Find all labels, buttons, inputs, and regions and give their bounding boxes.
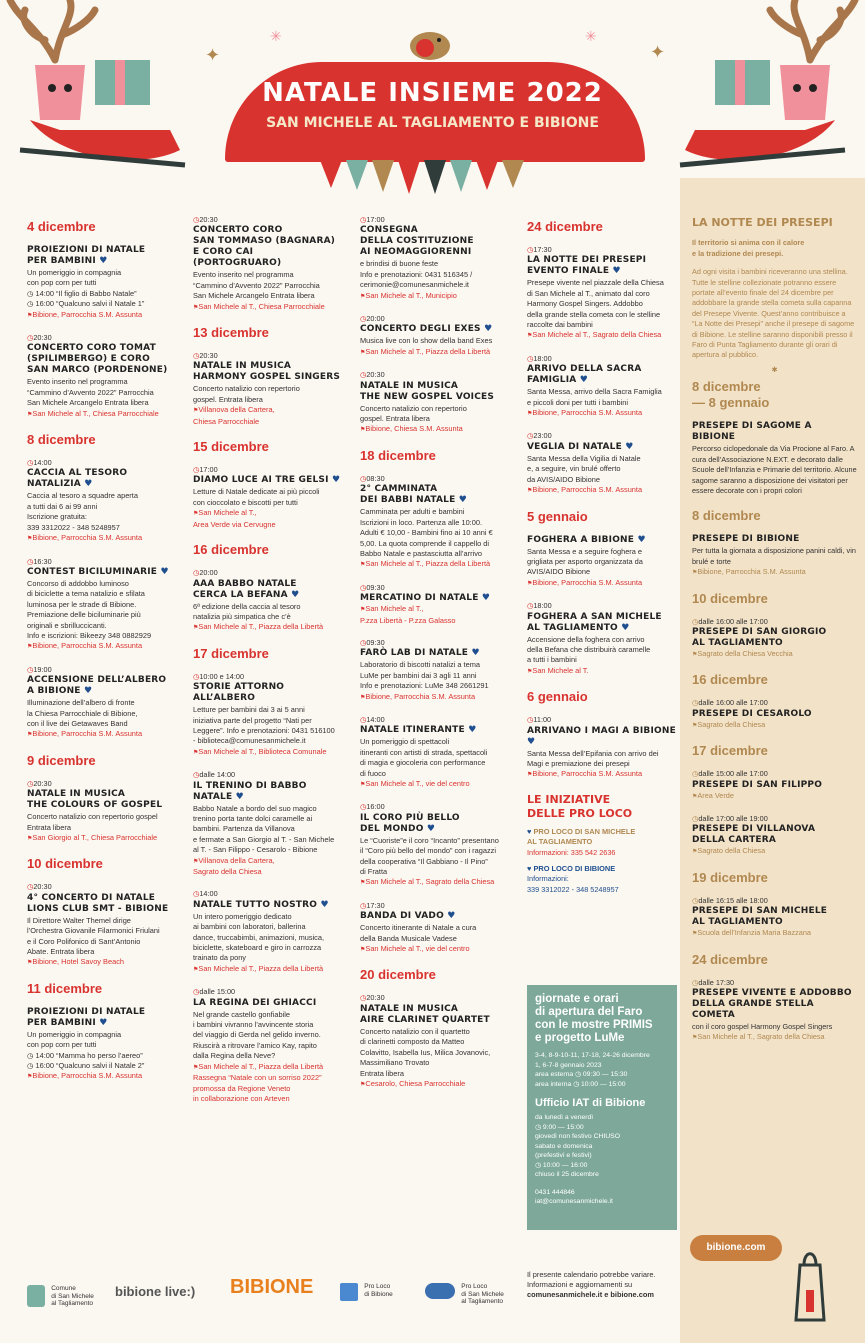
column-dicembre-gennaio [527,215,677,901]
heart-icon: ♥ [426,823,436,834]
event-item [360,802,515,888]
heart-icon: ♥ [160,566,169,577]
event-item [27,779,177,845]
presepi-sidebar-intro: Il territorio si anima con il calore e la tradizione dei presepi. [692,238,805,258]
event-item [360,715,515,790]
event-description: Letture per bambini dai 3 ai 5 anni iniziativa parte del progetto “Nati per Leggere”. Info e prenotazioni: 0431 516100 - biblioteca@comunesanmichele.it [193,705,335,746]
event-description: Concerto natalizio con repertorio gospel Entrata libera [27,812,158,832]
date-heading: 10 dicembre [27,856,103,872]
event-description: Santa Messa della Vigilia di Natale e, a seguire, vin brulé offerto da AVIS/AIDO Bibione [527,453,641,484]
iat-office-contact: 0431 444846 iat@comunesanmichele.it [535,1188,613,1205]
event-item [27,665,177,741]
date-heading: 16 dicembre [692,672,768,688]
event-title: LA REGINA DEI GHIACCI [193,997,317,1008]
column-dicembre-1 [27,215,177,1095]
event-title: CACCIA AL TESORO NATALIZIA ♥ [27,468,128,490]
date-heading: 8 dicembre [27,432,96,448]
event-time: ◷ 14:00 [360,715,515,725]
pro-loco-bibione: ♥ PRO LOCO DI BIBIONE [527,864,616,873]
event-title: CONCERTO CORO SAN TOMMASO (BAGNARA) E CORO CAI (PORTOGRUARO) [193,225,336,269]
heart-icon: ♥ [320,899,329,910]
date-heading: 4 dicembre [27,219,96,234]
event-description: Un pomeriggio di spettacoli itineranti con artisti di strada, spettacoli di magia e giocoleria con performance di fuoco [360,737,488,778]
date-heading: 8 dicembre [692,508,761,524]
event-location: ⚑ Bibione, Parrocchia S.M. Assunta [27,533,177,544]
event-title: PROIEZIONI DI NATALE PER BAMBINI ♥ [27,245,146,266]
coat-of-arms-icon [27,1285,45,1307]
event-time: ◷ dalle 16:00 alle 17:00 [692,698,857,708]
event-location: ⚑ Bibione, Parrocchia S.M. Assunta [692,567,857,578]
event-item [527,715,677,781]
page-title: NATALE INSIEME 2022 [262,78,603,108]
date-heading: 24 dicembre [692,951,768,967]
event-time: ◷ 23:00 [527,431,677,441]
event-description: Accensione della foghera con arrivo della Befana che distribuirà caramelle a tutti i bambini [527,634,651,665]
logo-bibione-live: bibione live:) [115,1284,196,1299]
event-item [692,698,857,731]
event-location: ⚑ San Michele al T., Sagrato della Chiesa [360,877,515,888]
heart-icon: ♥ [527,864,532,873]
presepi-sidebar [680,178,865,1343]
event-item [193,351,343,427]
event-title: FARÒ LAB DI NATALE ♥ [360,648,480,659]
event-location: ⚑ San Michele al T., Piazza della Libertà [193,964,343,975]
event-time: ◷ 11:00 [527,715,677,725]
event-description: Laboratorio di biscotti natalizi a tema LuMe per bambini dai 3 agli 11 anni Info e prenotazioni: LuMe 348 2661291 [360,660,489,691]
date-heading: 5 gennaio [527,508,588,524]
date-heading: 19 dicembre [692,869,768,885]
date-heading: 11 dicembre [27,980,103,996]
event-description: Concorso di addobbo luminoso di biciclette a tema natalizio e sfilata luminosa per le strade di Bibione. Premiazione delle biciluminarie più originali e sbrilluccicanti. Info e iscrizioni: Bikeezy 348 0882929 [27,578,152,640]
event-location: ⚑ Bibione, Parrocchia S.M. Assunta [27,310,177,321]
event-title: CONCERTO CORO TOMAT (SPILIMBERGO) E CORO SAN MARCO (PORDENONE) [27,343,168,376]
event-item [360,370,515,436]
heart-icon: ♥ [527,736,536,747]
event-location: ⚑ Bibione, Parrocchia S.M. Assunta [527,578,677,589]
event-location: ⚑ Sagrato della Chiesa [692,720,857,731]
event-time: ◷ 16:30 [27,557,177,567]
presepi-sidebar-title: LA NOTTE DEI PRESEPI [692,216,833,229]
event-title: CONTEST BICILUMINARIE ♥ [27,566,169,577]
date-heading: 18 dicembre [360,447,436,463]
event-item [527,245,677,342]
pro-loco-section [527,793,677,895]
date-heading: 15 dicembre [193,439,269,455]
bunting-flags [320,160,550,200]
robin-bird-illustration [405,22,455,62]
event-description: e brindisi di buone feste Info e prenotazioni: 0431 516345 / cerimonie@comunesanmichele.it [360,259,473,290]
event-description: Illuminazione dell’albero di fronte la Chiesa Parrocchiale di Bibione, con il live dei Getawaves Band [27,698,138,728]
faro-info-box [527,985,677,1230]
event-description: Caccia al tesoro a squadre aperta a tutti dai 6 ai 99 anni Iscrizione gratuita: 339 3312022 - 348 5248957 [27,491,138,532]
event-time: ◷ dalle 17:30 [692,978,857,988]
event-location: ⚑ San Michele al T., Biblioteca Comunale [193,747,343,758]
event-title: NATALE ITINERANTE ♥ [360,725,477,736]
event-description: Concerto natalizio con il quartetto di clarinetti composto da Matteo Colavitto, Isabella Ius, Milica Jovanovic, Massimiliano Trovato Entrata libera [360,1026,491,1078]
event-time: ◷ 18:00 [527,354,677,364]
event-title: NATALE IN MUSICA AIRE CLARINET QUARTET [360,1003,490,1025]
event-description: Evento inserito nel programma “Cammino d’Avvento 2022” Parrocchia San Michele Arcangelo Entrata libera [27,377,154,408]
event-description: Presepe vivente nel piazzale della Chiesa di San Michele al T., animato dal coro Harmony Gospel Singers. Addobbo della grande stella cometa con le stelline raccolte dai bambini [527,278,664,330]
pro-loco-bibione-info: Informazioni: 339 3312022 - 348 5248957 [527,874,619,894]
event-title: PRESEPE DI SAN GIORGIO AL TAGLIAMENTO [692,626,827,648]
event-item [360,993,515,1090]
event-description: Un pomeriggio in compagnia con pop corn per tutti ◷ 14:00 “Mamma ho perso l’aereo” ◷ 16:00 “Qualcuno salvi il Natale 2” [27,1029,145,1071]
event-title: PRESEPE DI BIBIONE [692,534,800,545]
presepi-sidebar-content [692,218,857,1056]
event-time: ◷ 20:30 [360,993,515,1003]
heart-icon: ♥ [235,791,244,802]
event-location: ⚑ Bibione, Parrocchia S.M. Assunta [27,729,177,740]
heart-icon: ♥ [471,648,480,659]
date-heading: 10 dicembre [692,590,768,606]
event-item [193,987,343,1104]
event-location: ⚑ Villanova della Cartera, Chiesa Parrocchiale [193,405,343,427]
event-item [193,770,343,877]
event-item [193,889,343,975]
event-location: ⚑ Bibione, Parrocchia S.M. Assunta [360,692,515,703]
event-location: ⚑ Sagrato della Chiesa [692,846,857,857]
event-title: PRESEPE DI CESAROLO [692,708,812,719]
iat-office-hours: da lunedì a venerdì ◷ 9:00 — 15:00 giovedì non festivo CHIUSO sabato e domenica (prefestivi e festivi) ◷ 10:00 — 16:00 chiuso il 25 dicembre [535,1114,621,1178]
event-item [360,638,515,703]
event-description: Evento inserito nel programma “Cammino d’Avvento 2022” Parrocchia San Michele Arcangelo Entrata libera [193,270,320,301]
event-time: ◷ 20:30 [27,333,177,343]
event-title: NATALE IN MUSICA THE COLOURS OF GOSPEL [27,789,163,811]
event-description: 6ª edizione della caccia al tesoro natalizia più simpatica che c’è [193,601,301,621]
event-item [27,245,177,321]
event-location: ⚑ San Michele al T., P.zza Libertà - P.zza Galasso [360,604,515,626]
event-location: ⚑ Sagrato della Chiesa Vecchia [692,649,857,660]
event-description: Letture di Natale dedicate ai più piccoli con cioccolato e biscotti per tutti [193,487,320,507]
event-title: NATALE TUTTO NOSTRO ♥ [193,899,329,910]
snowflake-icon: ✳ [585,28,597,44]
event-item [193,465,343,530]
page-subtitle: SAN MICHELE AL TAGLIAMENTO E BIBIONE [266,115,599,131]
event-time: ◷ 14:00 [193,889,343,899]
event-time: ◷ dalle 14:00 [193,770,343,780]
event-title: NATALE IN MUSICA HARMONY GOSPEL SINGERS [193,361,341,383]
heart-icon: ♥ [579,375,589,386]
event-description: Concerto itinerante di Natale a cura della Banda Musicale Vadese [360,923,477,943]
event-item [527,354,677,420]
event-description: Camminata per adulti e bambini Iscrizioni in loco. Partenza alle 10:00. Adulti € 10,00 - Bambini fino ai 10 anni € 5,00. La quota comprende il cappello di Babbo Natale e pastasciutta all’arrivo [360,507,493,558]
event-title: PRESEPE DI SAN FILIPPO [692,779,823,790]
event-location: ⚑ Bibione, Parrocchia S.M. Assunta [527,769,677,780]
event-time: ◷ 20:30 [27,779,177,789]
event-item [692,534,857,578]
event-description: Concerto natalizio con repertorio gospel. Entrata libera [193,384,300,404]
event-location: ⚑ Bibione, Parrocchia S.M. Assunta [27,641,177,652]
event-title: CONSEGNA DELLA COSTITUZIONE AI NEOMAGGIORENNI [360,225,474,258]
event-description: Santa Messa dell’Epifania con arrivo dei Magi e premiazione dei presepi [527,748,659,768]
event-title: PRESEPE DI SAGOME A BIBIONE [692,421,812,443]
event-time: ◷ 18:00 [527,601,677,611]
event-location: ⚑ Bibione, Parrocchia S.M. Assunta [527,485,677,496]
event-title: ACCENSIONE DELL’ALBERO A BIBIONE ♥ [27,675,167,697]
event-item [193,672,343,758]
event-description: Santa Messa, arrivo della Sacra Famiglia e piccoli doni per tutti i bambini [527,387,662,407]
date-heading: 6 gennaio [527,689,588,705]
event-time: ◷ 17:30 [527,245,677,255]
star-icon: ✱ [771,364,778,374]
star-decoration-icon: ✦ [650,42,666,62]
faro-opening-title: giornate e orari di apertura del Faro con le mostre PRIMIS e progetto LuMe [535,993,653,1044]
column-dicembre-3 [360,215,515,1102]
heart-icon: ♥ [84,479,93,490]
event-title: FOGHERA A SAN MICHELE AL TAGLIAMENTO ♥ [527,611,662,633]
pro-loco-san-michele-info: Informazioni: 335 542 2636 [527,847,616,857]
heart-icon: ♥ [331,475,341,486]
event-item [527,601,677,677]
event-location: ⚑ San Michele al T., vie del centro [360,944,515,955]
event-item [692,617,857,661]
lantern-illustration [790,1250,830,1325]
event-title: 4° CONCERTO DI NATALE LIONS CLUB SMT - BIBIONE [27,892,169,914]
event-title: LA NOTTE DEI PRESEPI EVENTO FINALE ♥ [527,255,647,277]
pro-loco-bibione-icon [340,1283,358,1301]
heart-icon: ♥ [625,441,634,452]
event-location: ⚑ Villanova della Cartera, Sagrato della Chiesa [193,856,343,878]
event-description: Le “Cuoriste”e il coro “Incanto” presentano il “Coro più bello del mondo” con i ragazzi della cooperativa “Il Gabbiano - Il Pino” di Fratta [360,835,499,877]
heart-icon: ♥ [637,534,646,545]
event-time: ◷ 17:00 [360,215,515,225]
date-heading: 9 dicembre [27,752,96,768]
event-item [360,215,515,302]
event-title: NATALE IN MUSICA THE NEW GOSPEL VOICES [360,380,495,402]
event-time: ◷ 17:30 [360,901,515,911]
heart-icon: ♥ [612,266,621,277]
event-location: ⚑ San Michele al T. [527,666,677,677]
heart-icon: ♥ [621,622,630,633]
heart-icon: ♥ [458,495,468,506]
event-location: ⚑ San Michele al T., Piazza della Libertà [360,559,515,570]
event-location: ⚑ San Michele al T., Chiesa Parrocchiale [193,302,343,313]
header [0,0,865,205]
event-title: ARRIVANO I MAGI A BIBIONE ♥ [527,725,676,747]
event-description: Il Direttore Walter Themel dirige l’Orchestra Giovanile Filarmonici Friulani e il Coro Polifonico di Sant’Antonio Abate. Entrata libera [27,915,160,957]
event-description: Concerto natalizio con repertorio gospel. Entrata libera [360,403,467,424]
event-description: Nel grande castello gonfiabile i bambini vivranno l’avvincente storia del viaggio di Gerda nel gelido inverno. Riuscirà a ritrovare l’amico Kay, rapito dalla Regina della Neve? [193,1009,321,1061]
event-time: ◷ 10:00 e 14:00 [193,672,343,682]
event-item [527,535,677,590]
event-description: con il coro gospel Harmony Gospel Singers [692,1022,833,1031]
event-time: ◷ dalle 15:00 [193,987,343,997]
date-heading: 8 dicembre — 8 gennaio [692,379,770,411]
heart-icon: ♥ [83,686,93,697]
event-title: MERCATINO DI NATALE ♥ [360,593,491,604]
heart-icon: ♥ [291,589,300,600]
event-title: PRESEPE DI VILLANOVA DELLA CARTERA [692,824,816,846]
event-item [692,978,857,1044]
event-item [27,458,177,544]
event-title: PROIEZIONI DI NATALE PER BAMBINI ♥ [27,1006,146,1028]
snowflake-icon: ✳ [270,28,282,44]
event-time: ◷ dalle 17:00 alle 19:00 [692,814,857,824]
bibione-site-link[interactable]: bibione.com [690,1235,782,1261]
event-item [360,901,515,956]
event-item [692,769,857,802]
event-item [27,333,177,420]
iat-office-title: Ufficio IAT di Bibione [535,1097,646,1109]
event-time: ◷ 14:00 [27,458,177,468]
event-location: ⚑ Bibione, Hotel Savoy Beach [27,957,177,968]
event-item [527,431,677,496]
event-location: ⚑ San Michele al T., Piazza della Libertà [193,622,343,633]
event-location: ⚑ San Michele al T., Sagrato della Chiesa [692,1032,857,1043]
date-heading: 20 dicembre [360,967,436,983]
heart-icon: ♥ [484,324,493,335]
event-item [360,474,515,571]
event-time: ◷ 20:00 [193,568,343,578]
event-location: ⚑ Bibione, Parrocchia S.M. Assunta [27,1071,177,1082]
pro-loco-heading: LE INIZIATIVE DELLE PRO LOCO [527,792,633,820]
event-location: ⚑ Bibione, Parrocchia S.M. Assunta [527,408,677,419]
event-location: ⚑ Bibione, Chiesa S.M. Assunta [360,424,515,435]
event-location: ⚑ San Michele al T., Sagrato della Chiesa [527,330,677,341]
event-location: ⚑ San Giorgio al T., Chiesa Parrocchiale [27,833,177,844]
heart-icon: ♥ [468,725,477,736]
column-dicembre-2 [193,215,343,1116]
event-item [193,215,343,313]
event-time: ◷ 17:00 [193,465,343,475]
event-item [360,583,515,626]
event-title: ARRIVO DELLA SACRA FAMIGLIA ♥ [527,364,642,386]
event-title: BANDA DI VADO ♥ [360,911,456,922]
event-time: ◷ dalle 16:00 alle 17:00 [692,617,857,627]
date-heading: 16 dicembre [193,542,269,558]
event-title: AAA BABBO NATALE CERCA LA BEFANA ♥ [193,578,300,600]
event-time: ◷ 16:00 [360,802,515,812]
event-title: IL TRENINO DI BABBO NATALE ♥ [193,780,307,802]
event-title: STORIE ATTORNO ALL’ALBERO [193,682,285,704]
event-item [692,814,857,858]
star-decoration-icon: ✦ [205,45,221,65]
event-description: Per tutta la giornata a disposizione panini caldi, vin brulé e torte [692,546,856,566]
event-time: ◷ dalle 16:15 alle 18:00 [692,896,857,906]
logo-bibione: BIBIONE [230,1276,314,1298]
pro-loco-san-michele-icon [425,1283,455,1299]
event-time: ◷ 20:30 [193,215,343,225]
event-title: VEGLIA DI NATALE ♥ [527,441,634,452]
date-heading: 17 dicembre [692,743,768,759]
event-description: Un pomeriggio in compagnia con pop corn per tutti ◷ 14:00 “Il figlio di Babbo Natale” ◷ 16:00 “Qualcuno salvi il Natale 1” [27,268,145,309]
event-item [360,314,515,358]
heart-icon: ♥ [99,1017,108,1028]
logo-pro-loco-bibione: Pro Loco di Bibione [340,1283,393,1301]
faro-opening-dates: 3-4, 8-9-10-11, 17-18, 24-26 dicembre 1, 6-7-8 gennaio 2023 area esterna ◷ 09:30 — 15:30 area interna ◷ 10:00 — 15:00 [535,1052,650,1088]
event-item [692,896,857,940]
event-item [692,421,857,496]
date-heading: 13 dicembre [193,325,269,341]
event-time: ◷ 09:30 [360,583,515,593]
logo-pro-loco-san-michele: Pro Loco di San Michele al Tagliamento [425,1283,504,1306]
event-title: PRESEPE DI SAN MICHELE AL TAGLIAMENTO [692,906,828,928]
event-location: ⚑ San Michele al T., Municipio [360,291,515,302]
event-description: Babbo Natale a bordo del suo magico trenino porta tante dolci caramelle ai bambini. Partenza da Villanova e fermate a San Giorgio al T. - San Michele al T. - San Filippo - Cesarolo - Bibione [193,803,335,855]
event-time: ◷ 20:30 [27,882,177,892]
event-title: CONCERTO DEGLI EXES ♥ [360,324,493,335]
date-heading: 24 dicembre [527,219,603,234]
event-time: ◷ 20:30 [360,370,515,380]
heart-icon: ♥ [481,593,491,604]
title-banner [225,62,645,162]
event-title: DIAMO LUCE AI TRE GELSI ♥ [193,475,341,486]
date-heading: 17 dicembre [193,645,269,661]
presepi-schedule [692,379,857,1044]
event-location: ⚑ San Michele al T., Area Verde via Cervugne [193,508,343,530]
pro-loco-san-michele: ♥ PRO LOCO DI SAN MICHELE AL TAGLIAMENTO [527,826,636,847]
event-time: ◷ 19:00 [27,665,177,675]
event-time: ◷ dalle 15:00 alle 17:00 [692,769,857,779]
event-time: ◷ 09:30 [360,638,515,648]
event-location: ⚑ Area Verde [692,791,857,802]
event-item [27,557,177,653]
event-description: Un intero pomeriggio dedicato ai bambini con laboratori, ballerina dance, truccabimbi, animazioni, musica, biciclette, skateboard e giro in carrozza trainato da pony [193,911,325,963]
event-description: Percorso ciclopedonale da Via Procione al Faro. A cura dell’Associazione N.EXT. e decorato dalle Scuole dell’Infanzia e Primarie del territorio. Alcune sagome saranno a disposizione dei visitatori per essere decorate con i propri colori [692,444,857,495]
event-time: ◷ 08:30 [360,474,515,484]
event-location: ⚑ San Michele al T., Chiesa Parrocchiale [27,409,177,420]
event-item [27,1007,177,1083]
logo-comune-san-michele: Comune di San Michele al Tagliamento [27,1285,94,1308]
event-time: ◷ 20:00 [360,314,515,324]
footer-disclaimer: Il presente calendario potrebbe variare. Informazioni e aggiornamenti su comunesanmichele.it e bibione.com [527,1270,656,1299]
event-item [193,568,343,634]
heart-icon: ♥ [99,256,108,266]
event-title: IL CORO PIÙ BELLO DEL MONDO ♥ [360,812,460,834]
heart-icon: ♥ [447,911,456,922]
event-location: ⚑ Scuola dell’Infanzia Maria Bazzana [692,928,857,939]
presepi-sidebar-text: Ad ogni visita i bambini riceveranno una stellina. Tutte le stelline collezionate potranno essere portate all’evento finale del 24 dicembre per addobbare la grande stella cometa sulla capanna del Presepe Vivente. Quest’anno contribuisce a “La Notte dei Presepi” anche il presepe di sagome di Bibione. Le stelline saranno disponibili presso il Faro di Punta Tagliamento durante gli orari di apertura al pubblico. [692,267,855,360]
event-time: ◷ 20:30 [193,351,343,361]
event-item [27,882,177,968]
event-title: FOGHERA A BIBIONE ♥ [527,534,646,545]
event-location: ⚑ San Michele al T., vie del centro [360,779,515,790]
event-location: ⚑ Cesarolo, Chiesa Parrocchiale [360,1079,515,1090]
footer-websites[interactable]: comunesanmichele.it e bibione.com [527,1290,654,1299]
event-description: Santa Messa e a seguire foghera e grigliata per asporto organizzata da AVIS/AIDO Bibione [527,546,643,577]
event-description: Musica live con lo show della band Exes [360,336,493,346]
event-location: ⚑ San Michele al T., Piazza della Libertà Rassegna “Natale con un sorriso 2022” promossa da Regione Veneto in collaborazione con Arteven [193,1062,343,1105]
event-location: ⚑ San Michele al T., Piazza della Libertà [360,347,515,358]
event-title: PRESEPE VIVENTE E ADDOBBO DELLA GRANDE STELLA COMETA [692,988,852,1020]
heart-icon: ♥ [527,826,532,836]
event-title: 2° CAMMINATA DEI BABBI NATALE ♥ [360,484,468,506]
